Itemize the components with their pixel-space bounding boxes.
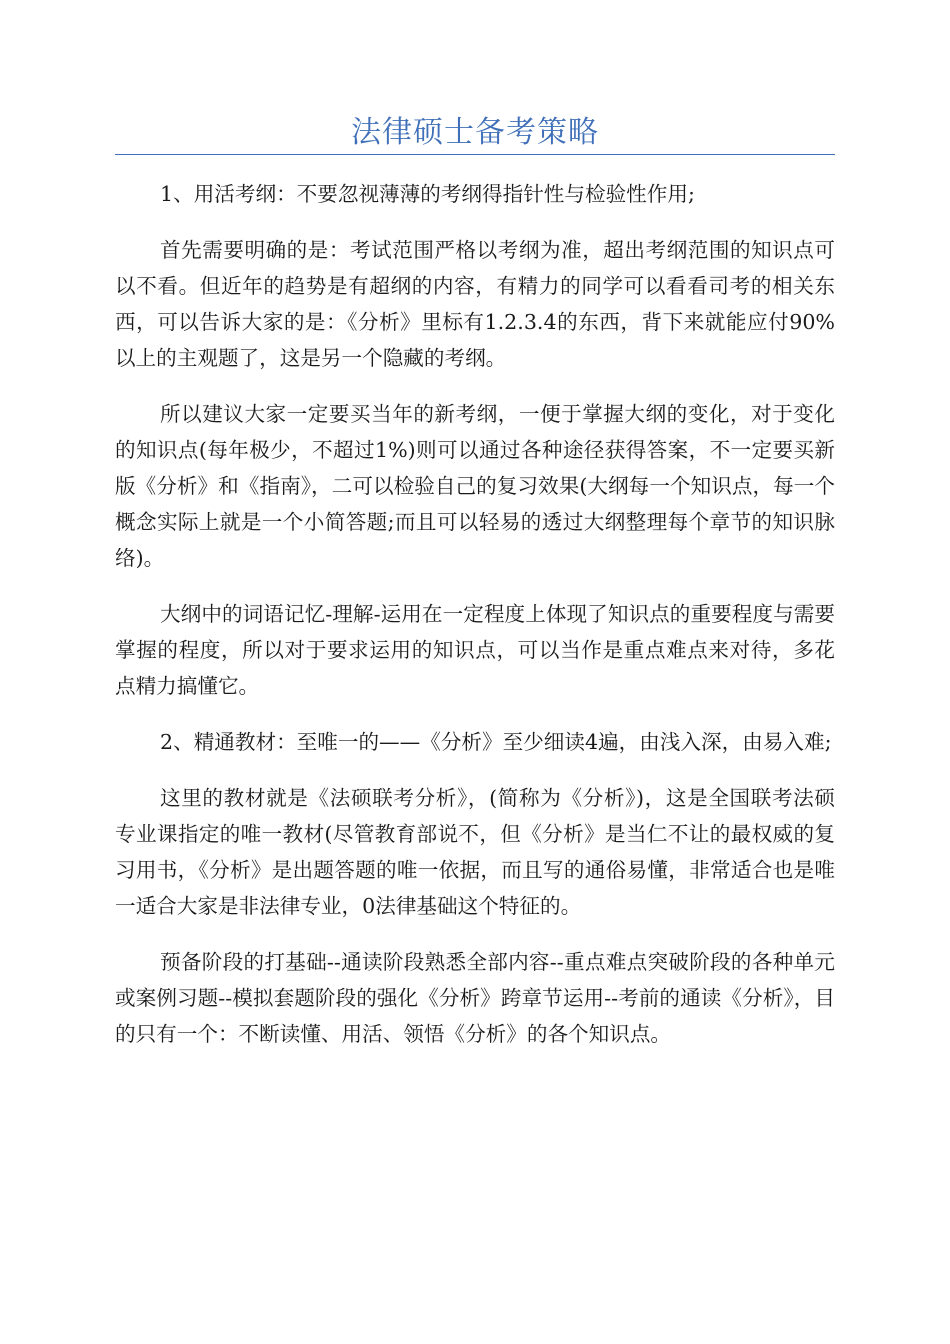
page-title: 法律硕士备考策略 bbox=[351, 115, 599, 150]
document-body bbox=[115, 176, 835, 1072]
title-underline bbox=[115, 154, 835, 155]
paragraph-4: 大纲中的词语记忆-理解-运用在一定程度上体现了知识点的重要程度与需要掌握的程度，所以对于要求运用的知识点，可以当作是重点难点来对待，多花点精力搞懂它。 bbox=[115, 602, 835, 698]
paragraph-1: 1、用活考纲：不要忽视薄薄的考纲得指针性与检验性作用; bbox=[160, 182, 695, 206]
paragraph-2: 首先需要明确的是：考试范围严格以考纲为准，超出考纲范围的知识点可以不看。但近年的趋势是有超纲的内容，有精力的同学可以看看司考的相关东西，可以告诉大家的是：《分析》里标有1.2.3.4的东西，背下来就能应付90%以上的主观题了，这是另一个隐藏的考纲。 bbox=[115, 238, 835, 370]
paragraph-7: 预备阶段的打基础--通读阶段熟悉全部内容--重点难点突破阶段的各种单元或案例习题--模拟套题阶段的强化《分析》跨章节运用--考前的通读《分析》，目的只有一个：不断读懂、用活、领悟《分析》的各个知识点。 bbox=[115, 950, 835, 1046]
paragraph-5: 2、精通教材：至唯一的——《分析》至少细读4遍，由浅入深，由易入难; bbox=[160, 730, 832, 754]
paragraph-6: 这里的教材就是《法硕联考分析》，(简称为《分析》)，这是全国联考法硕专业课指定的唯一教材(尽管教育部说不，但《分析》是当仁不让的最权威的复习用书，《分析》是出题答题的唯一依据，而且写的通俗易懂，非常适合也是唯一适合大家是非法律专业，0法律基础这个特征的。 bbox=[115, 786, 835, 918]
paragraph-3: 所以建议大家一定要买当年的新考纲，一便于掌握大纲的变化，对于变化的知识点(每年极少，不超过1%)则可以通过各种途径获得答案，不一定要买新版《分析》和《指南》，二可以检验自己的复习效果(大纲每一个知识点，每一个概念实际上就是一个小简答题;而且可以轻易的透过大纲整理每个章节的知识脉络)。 bbox=[115, 402, 835, 570]
